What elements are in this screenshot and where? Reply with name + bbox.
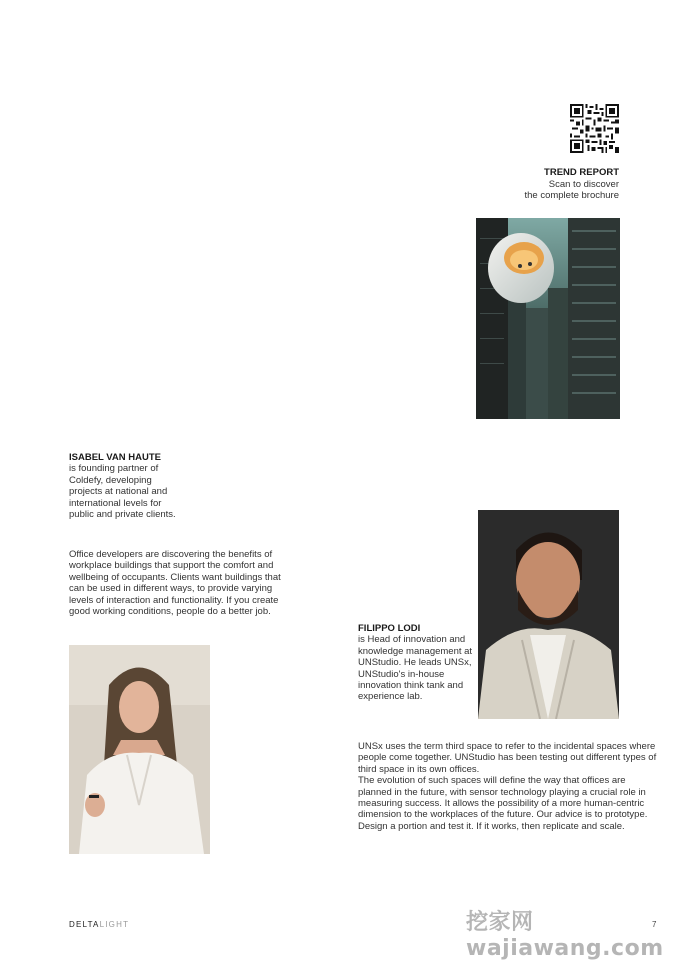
qr-code[interactable] — [570, 104, 619, 153]
brand-light: LIGHT — [99, 920, 130, 929]
filippo-bio — [358, 623, 473, 703]
isabel-quote: Office developers are discovering the benefits of workplace buildings that support the comfort and wellbeing of occupants. Clients want buildings that can be used in different ways, to provide varying levels of interaction and functionality. If you create good working conditions, people do a better job. — [69, 549, 281, 618]
watermark: 挖家网 wajiawang.com — [466, 910, 664, 961]
isabel-bio — [69, 452, 184, 520]
trend-report-line-1: Scan to discover — [548, 178, 619, 190]
filippo-bio-text: is Head of innovation and knowledge management at UNStudio. He leads UNSx, UNStudio's in-house innovation think tank and experience lab. — [358, 634, 473, 703]
page-number: 7 — [652, 920, 657, 929]
trend-report-line-2: the complete brochure — [524, 190, 619, 201]
filippo-photo — [478, 510, 619, 719]
filippo-quote-paragraph-1: UNSx uses the term third space to refer to the incidental spaces where people come together. UNStudio has been testing out different types of third space in its own offices. — [358, 741, 657, 775]
architecture-image — [476, 218, 620, 419]
footer-brand-logo — [69, 920, 129, 929]
filippo-quote — [358, 741, 658, 832]
brand-delta: DELTA — [69, 920, 100, 929]
isabel-name: ISABEL VAN HAUTE — [69, 452, 162, 463]
trend-report-caption — [524, 167, 619, 202]
filippo-name: FILIPPO LODI — [358, 623, 421, 634]
trend-report-title: TREND REPORT — [544, 167, 619, 178]
isabel-photo — [69, 645, 210, 854]
filippo-quote-paragraph-2: The evolution of such spaces will define the way that offices are planned in the future, with sensor technology playing a crucial role in measuring success. It allows the possibility of a more human-centric dimension to the workplaces of the future. Our advice is to prototype. Design a portion and test it. If it works, then replicate and scale. — [358, 775, 648, 832]
isabel-bio-text: is founding partner of Coldefy, developing projects at national and international levels for public and private clients. — [69, 463, 176, 521]
